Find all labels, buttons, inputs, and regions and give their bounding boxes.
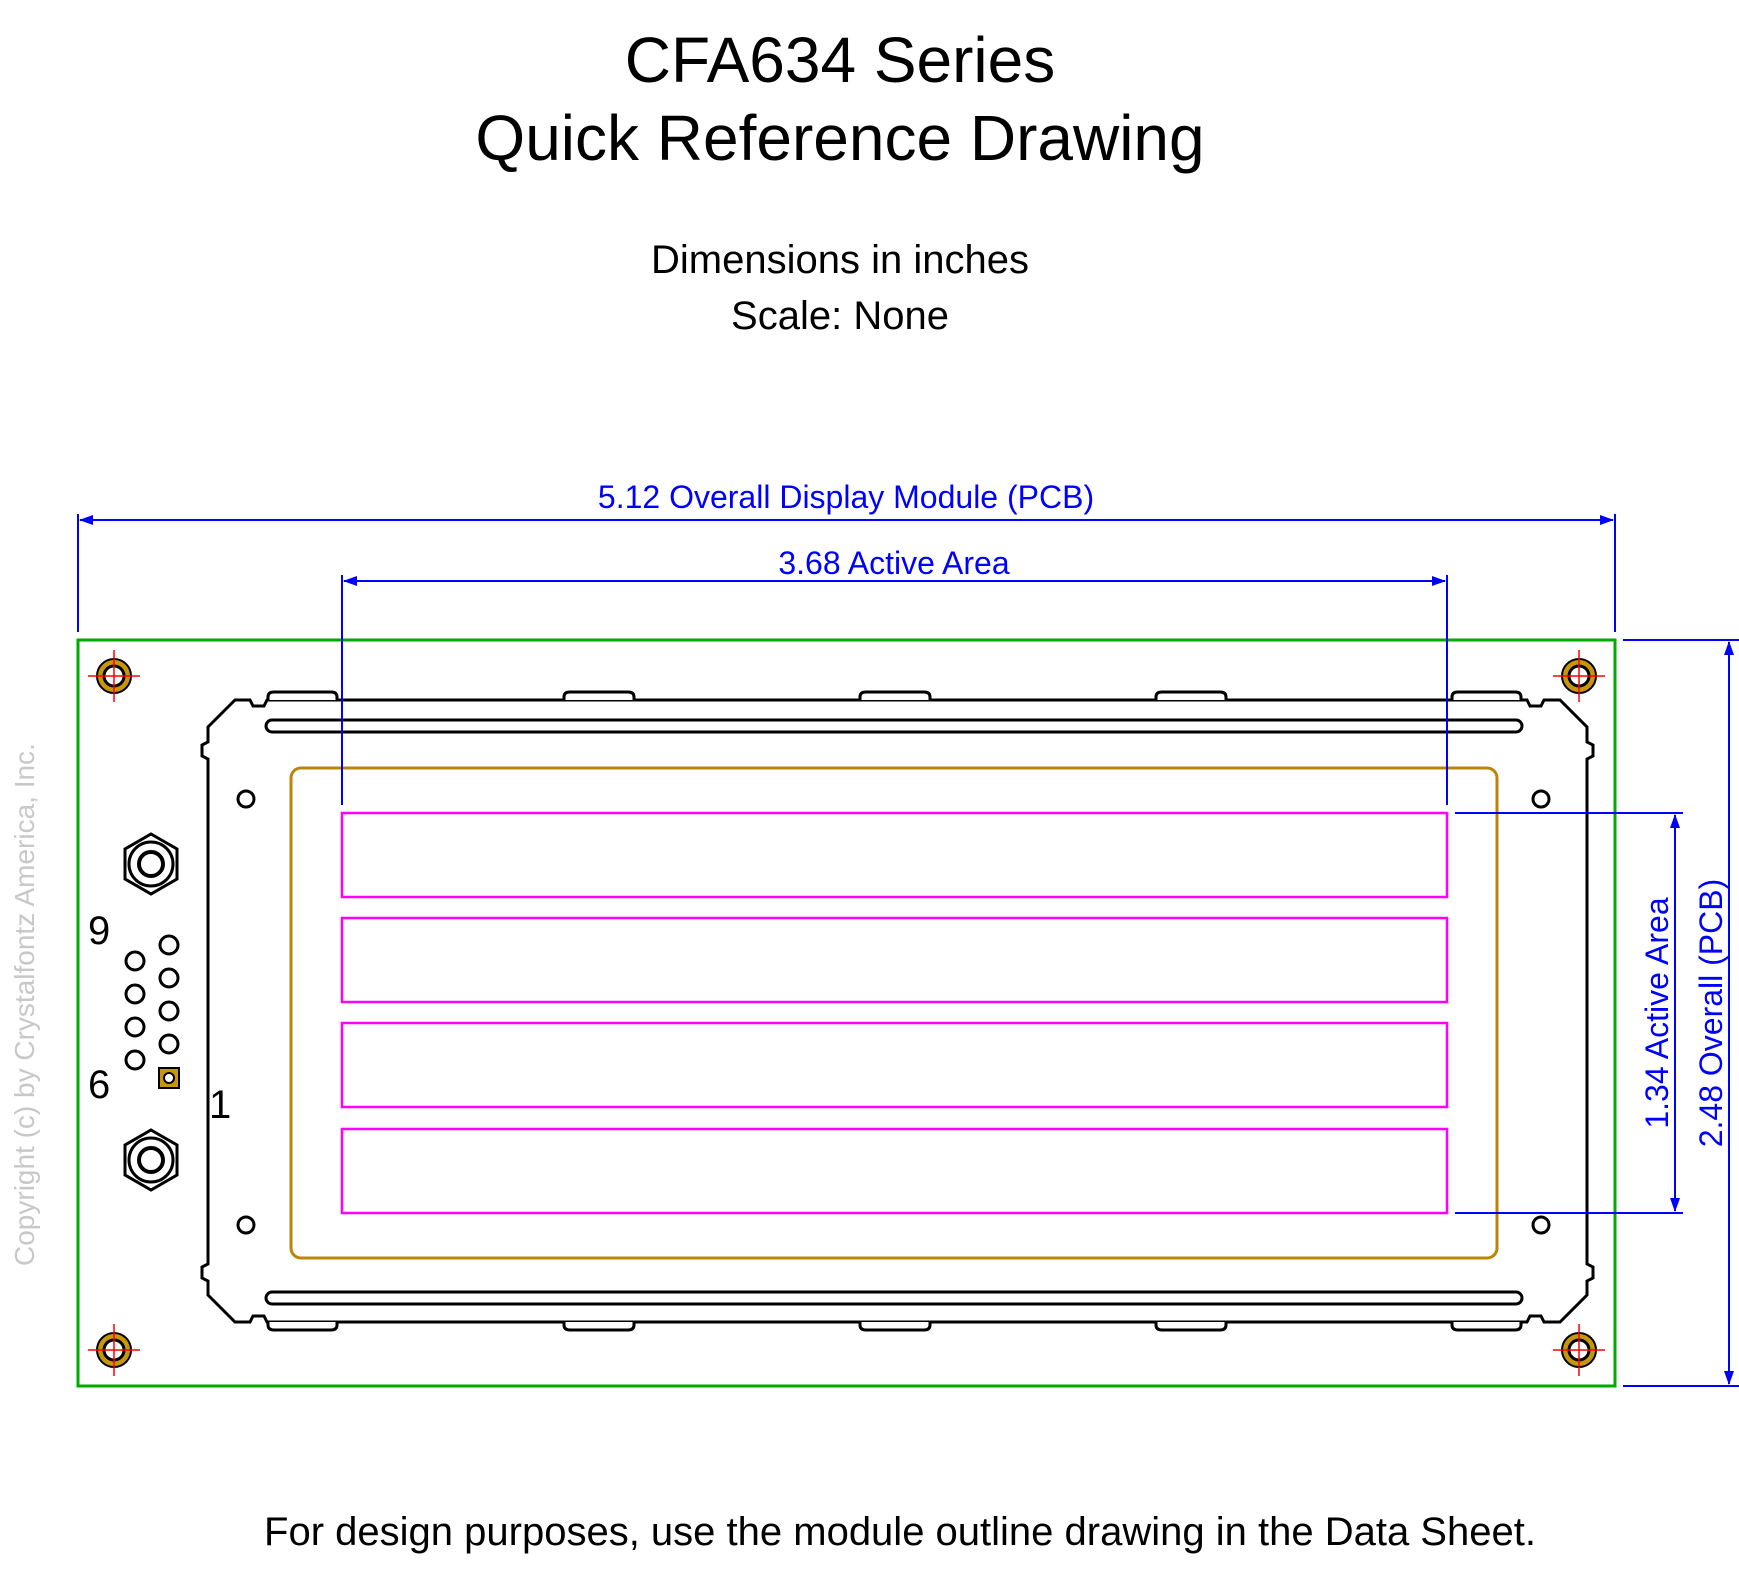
pin-label-6: 6 (88, 1063, 111, 1107)
jackpost-top (125, 834, 177, 894)
dimension-overall-width-label: 5.12 Overall Display Module (PCB) (597, 479, 1095, 515)
scale-note: Scale: None (731, 294, 949, 338)
connector-pin-1 (159, 1068, 179, 1088)
dimension-active-width-label: 3.68 Active Area (778, 545, 1010, 581)
units-note: Dimensions in inches (651, 238, 1029, 282)
mounting-hole-bottom-left (88, 1324, 140, 1376)
metal-frame-outline (202, 700, 1593, 1322)
mounting-hole-bottom-right (1553, 1324, 1605, 1376)
mounting-hole-top-right (1553, 650, 1605, 702)
pin-label-1: 1 (209, 1083, 232, 1127)
frame-hole-bottom-right (1533, 1217, 1549, 1233)
connector-pins (126, 936, 178, 1069)
frame-hole-top-right (1533, 791, 1549, 807)
frame-hole-bottom-left (238, 1217, 254, 1233)
pin-label-9: 9 (88, 909, 111, 953)
mounting-hole-top-left (88, 650, 140, 702)
frame-rib-bottom (266, 1292, 1522, 1304)
dimension-overall-height-label: 2.48 Overall (PCB) (1693, 878, 1729, 1148)
copyright-watermark: Copyright (c) by Crystalfontz America, Inc. (9, 743, 40, 1266)
frame-rib-top (266, 720, 1522, 732)
title-line-1: CFA634 Series (624, 24, 1056, 96)
dimension-active-height-label: 1.34 Active Area (1639, 897, 1675, 1129)
title-line-2: Quick Reference Drawing (475, 102, 1205, 174)
jackpost-bottom (125, 1130, 177, 1190)
frame-hole-top-left (238, 791, 254, 807)
footer-note: For design purposes, use the module outline drawing in the Data Sheet. (264, 1510, 1536, 1554)
